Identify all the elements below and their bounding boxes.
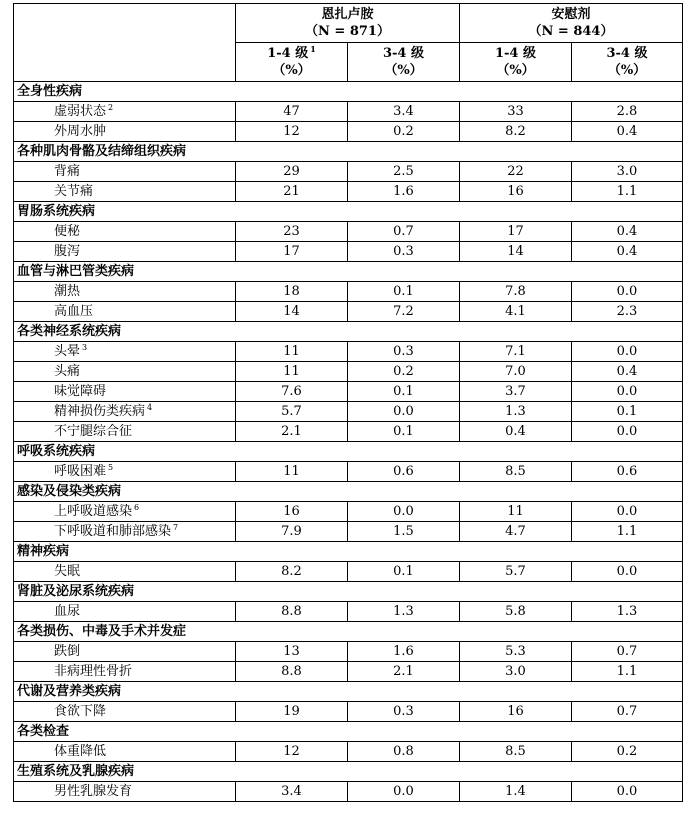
value-cell: 47 [236, 102, 348, 122]
category-row [14, 582, 683, 602]
value-cell: 0.4 [572, 222, 683, 242]
group-header-enzalutamide: 恩扎卢胺 （N = 871） [236, 4, 460, 43]
row-label-cell [14, 162, 236, 182]
value-cell: 12 [236, 122, 348, 142]
value-cell: 18 [236, 282, 348, 302]
row-label-cell [14, 222, 236, 242]
row-label: 腹泻 [54, 243, 81, 259]
value-cell: 0.7 [572, 642, 683, 662]
value-cell: 0.6 [348, 462, 460, 482]
category-row [14, 82, 683, 102]
value-cell: 3.0 [572, 162, 683, 182]
row-label-cell [14, 182, 236, 202]
category-label: 全身性疾病 [14, 82, 683, 102]
value-cell: 12 [236, 742, 348, 762]
category-label: 胃肠系统疾病 [14, 202, 683, 222]
value-cell: 0.2 [572, 742, 683, 762]
category-label: 呼吸系统疾病 [14, 442, 683, 462]
value-cell: 5.7 [460, 562, 572, 582]
header-group-row [14, 4, 683, 43]
value-cell: 11 [460, 502, 572, 522]
row-label: 血尿 [54, 603, 81, 619]
value-cell: 16 [236, 502, 348, 522]
value-cell: 16 [460, 702, 572, 722]
table-row [14, 602, 683, 622]
row-label: 关节痛 [54, 183, 94, 199]
table-row [14, 422, 683, 442]
value-cell: 11 [236, 342, 348, 362]
subheader-cell: 1-4 级 $^1$ （%） [236, 43, 348, 82]
footnote-marker: 3 [82, 342, 88, 352]
row-label-cell [14, 462, 236, 482]
category-label: 生殖系统及乳腺疾病 [14, 762, 683, 782]
value-cell: 0.4 [572, 362, 683, 382]
value-cell: 1.3 [572, 602, 683, 622]
value-cell: 5.8 [460, 602, 572, 622]
category-row [14, 322, 683, 342]
table-row [14, 502, 683, 522]
value-cell: 3.4 [236, 782, 348, 802]
value-cell: 23 [236, 222, 348, 242]
value-cell: 1.1 [572, 182, 683, 202]
value-cell: 8.5 [460, 462, 572, 482]
table-row [14, 162, 683, 182]
table-row [14, 302, 683, 322]
row-label: 高血压 [54, 303, 94, 319]
row-label-cell [14, 102, 236, 122]
value-cell: 29 [236, 162, 348, 182]
row-label: 潮热 [54, 283, 81, 299]
table-row [14, 742, 683, 762]
row-label: 男性乳腺发育 [54, 783, 133, 799]
table-row [14, 102, 683, 122]
value-cell: 8.2 [236, 562, 348, 582]
value-cell: 2.3 [572, 302, 683, 322]
value-cell: 0.0 [572, 782, 683, 802]
category-label: 各种肌肉骨骼及结缔组织疾病 [14, 142, 683, 162]
value-cell: 17 [236, 242, 348, 262]
value-cell: 0.0 [348, 782, 460, 802]
value-cell: 1.6 [348, 182, 460, 202]
value-cell: 0.0 [572, 382, 683, 402]
value-cell: 4.7 [460, 522, 572, 542]
value-cell: 1.3 [460, 402, 572, 422]
table-row [14, 402, 683, 422]
row-label: 虚弱状态 [54, 103, 107, 119]
value-cell: 8.8 [236, 662, 348, 682]
category-row [14, 542, 683, 562]
table-row [14, 342, 683, 362]
table-row [14, 242, 683, 262]
value-cell: 16 [460, 182, 572, 202]
footnote-marker: 2 [108, 102, 114, 112]
value-cell: 0.0 [572, 282, 683, 302]
category-label: 各类损伤、中毒及手术并发症 [14, 622, 683, 642]
table-row [14, 462, 683, 482]
value-cell: 2.1 [348, 662, 460, 682]
table-row [14, 702, 683, 722]
category-label: 血管与淋巴管类疾病 [14, 262, 683, 282]
value-cell: 7.8 [460, 282, 572, 302]
row-label: 体重降低 [54, 743, 107, 759]
value-cell: 0.7 [348, 222, 460, 242]
row-label: 便秘 [54, 223, 81, 239]
value-cell: 5.7 [236, 402, 348, 422]
value-cell: 11 [236, 462, 348, 482]
value-cell: 0.4 [572, 242, 683, 262]
row-label: 味觉障碍 [54, 383, 107, 399]
value-cell: 0.1 [348, 282, 460, 302]
table-row [14, 662, 683, 682]
value-cell: 1.5 [348, 522, 460, 542]
category-row [14, 482, 683, 502]
category-row [14, 202, 683, 222]
row-label: 上呼吸道感染 [54, 503, 133, 519]
subheader-cell: 3-4 级 （%） [348, 43, 460, 82]
value-cell: 7.6 [236, 382, 348, 402]
category-row [14, 722, 683, 742]
table-row [14, 642, 683, 662]
subheader-cell: 3-4 级 （%） [572, 43, 683, 82]
value-cell: 2.5 [348, 162, 460, 182]
row-label-cell [14, 562, 236, 582]
group-header-placebo: 安慰剂 （N = 844） [460, 4, 683, 43]
value-cell: 21 [236, 182, 348, 202]
value-cell: 7.9 [236, 522, 348, 542]
value-cell: 7.2 [348, 302, 460, 322]
value-cell: 0.0 [572, 562, 683, 582]
table-row [14, 362, 683, 382]
row-label: 不宁腿综合征 [54, 423, 133, 439]
category-row [14, 442, 683, 462]
category-label: 代谢及营养类疾病 [14, 682, 683, 702]
row-label-cell [14, 122, 236, 142]
value-cell: 33 [460, 102, 572, 122]
table-row [14, 122, 683, 142]
row-label: 下呼吸道和肺部感染 [54, 523, 172, 539]
row-label: 呼吸困难 [54, 463, 107, 479]
header-blank-cell [14, 4, 236, 82]
value-cell: 3.0 [460, 662, 572, 682]
value-cell: 8.8 [236, 602, 348, 622]
category-row [14, 682, 683, 702]
value-cell: 0.3 [348, 342, 460, 362]
category-row [14, 142, 683, 162]
table-row [14, 562, 683, 582]
category-row [14, 262, 683, 282]
value-cell: 7.0 [460, 362, 572, 382]
value-cell: 0.1 [348, 422, 460, 442]
value-cell: 0.3 [348, 702, 460, 722]
table-body [14, 82, 683, 802]
value-cell: 0.1 [348, 382, 460, 402]
table-row [14, 222, 683, 242]
row-label: 头晕 [54, 343, 81, 359]
value-cell: 7.1 [460, 342, 572, 362]
value-cell: 8.5 [460, 742, 572, 762]
value-cell: 0.3 [348, 242, 460, 262]
row-label: 背痛 [54, 163, 81, 179]
value-cell: 1.1 [572, 522, 683, 542]
table-row [14, 182, 683, 202]
row-label-cell [14, 242, 236, 262]
table-row [14, 382, 683, 402]
row-label: 食欲下降 [54, 703, 107, 719]
value-cell: 14 [460, 242, 572, 262]
value-cell: 3.4 [348, 102, 460, 122]
row-label-cell [14, 662, 236, 682]
category-row [14, 762, 683, 782]
value-cell: 2.8 [572, 102, 683, 122]
value-cell: 19 [236, 702, 348, 722]
row-label-cell [14, 342, 236, 362]
row-label-cell [14, 522, 236, 542]
table-row [14, 522, 683, 542]
adverse-reactions-table [13, 3, 683, 802]
table-row [14, 782, 683, 802]
value-cell: 2.1 [236, 422, 348, 442]
value-cell: 0.2 [348, 122, 460, 142]
value-cell: 4.1 [460, 302, 572, 322]
row-label-cell [14, 422, 236, 442]
value-cell: 0.0 [348, 402, 460, 422]
footnote-marker: 6 [134, 502, 140, 512]
footnote-marker: 7 [173, 522, 179, 532]
value-cell: 0.4 [572, 122, 683, 142]
value-cell: 8.2 [460, 122, 572, 142]
row-label: 外周水肿 [54, 123, 107, 139]
category-label: 各类神经系统疾病 [14, 322, 683, 342]
row-label-cell [14, 302, 236, 322]
category-label: 精神疾病 [14, 542, 683, 562]
table-row [14, 282, 683, 302]
value-cell: 0.1 [348, 562, 460, 582]
value-cell: 0.0 [572, 342, 683, 362]
value-cell: 3.7 [460, 382, 572, 402]
value-cell: 17 [460, 222, 572, 242]
value-cell: 1.4 [460, 782, 572, 802]
row-label-cell [14, 382, 236, 402]
row-label-cell [14, 642, 236, 662]
value-cell: 0.7 [572, 702, 683, 722]
value-cell: 1.3 [348, 602, 460, 622]
value-cell: 1.1 [572, 662, 683, 682]
row-label-cell [14, 782, 236, 802]
row-label: 跌倒 [54, 643, 81, 659]
category-row [14, 622, 683, 642]
row-label-cell [14, 602, 236, 622]
value-cell: 0.6 [572, 462, 683, 482]
row-label: 精神损伤类疾病 [54, 403, 146, 419]
category-label: 感染及侵染类疾病 [14, 482, 683, 502]
value-cell: 22 [460, 162, 572, 182]
value-cell: 0.8 [348, 742, 460, 762]
row-label-cell [14, 502, 236, 522]
category-label: 各类检查 [14, 722, 683, 742]
category-label: 肾脏及泌尿系统疾病 [14, 582, 683, 602]
row-label-cell [14, 402, 236, 422]
subheader-cell: 1-4 级 （%） [460, 43, 572, 82]
row-label: 非病理性骨折 [54, 663, 133, 679]
row-label: 头痛 [54, 363, 81, 379]
value-cell: 13 [236, 642, 348, 662]
value-cell: 14 [236, 302, 348, 322]
footnote-marker: 5 [108, 462, 114, 472]
footnote-marker: 4 [147, 402, 153, 412]
row-label: 失眠 [54, 563, 81, 579]
value-cell: 11 [236, 362, 348, 382]
row-label-cell [14, 742, 236, 762]
row-label-cell [14, 282, 236, 302]
value-cell: 0.0 [348, 502, 460, 522]
value-cell: 0.4 [460, 422, 572, 442]
row-label-cell [14, 702, 236, 722]
value-cell: 0.1 [572, 402, 683, 422]
value-cell: 0.0 [572, 422, 683, 442]
value-cell: 0.0 [572, 502, 683, 522]
value-cell: 1.6 [348, 642, 460, 662]
value-cell: 0.2 [348, 362, 460, 382]
row-label-cell [14, 362, 236, 382]
value-cell: 5.3 [460, 642, 572, 662]
